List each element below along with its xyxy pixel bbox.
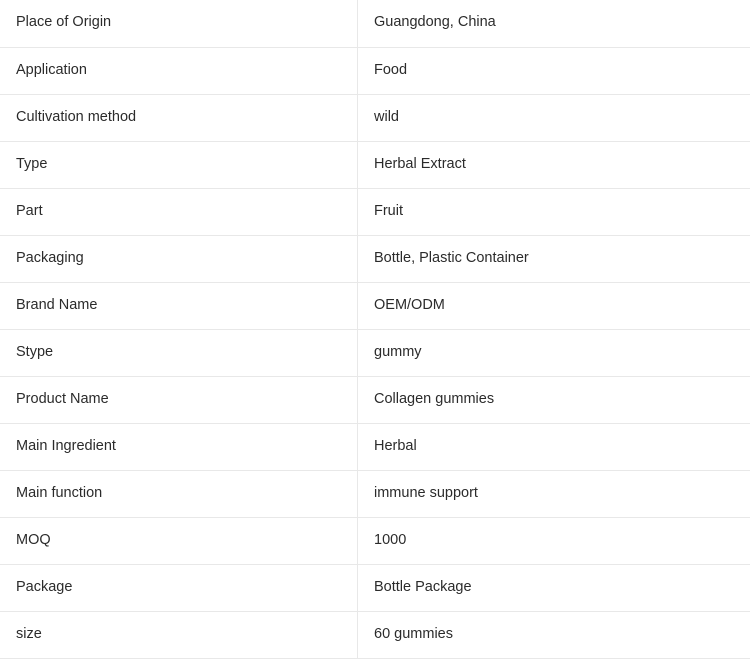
attribute-name: size <box>0 611 358 658</box>
attribute-value: wild <box>358 94 750 141</box>
attribute-name: Place of Origin <box>0 0 358 47</box>
table-row <box>0 564 750 611</box>
table-row <box>0 423 750 470</box>
attribute-name: Type <box>0 141 358 188</box>
attribute-value: immune support <box>358 470 750 517</box>
table-row <box>0 329 750 376</box>
table-row <box>0 188 750 235</box>
attribute-name: Main Ingredient <box>0 423 358 470</box>
attribute-name: Cultivation method <box>0 94 358 141</box>
attribute-value: OEM/ODM <box>358 282 750 329</box>
table-row <box>0 0 750 47</box>
attribute-value: Herbal <box>358 423 750 470</box>
attribute-value: Fruit <box>358 188 750 235</box>
table-row <box>0 470 750 517</box>
attribute-name: Package <box>0 564 358 611</box>
attribute-value: Bottle Package <box>358 564 750 611</box>
table-row <box>0 94 750 141</box>
attribute-value: Collagen gummies <box>358 376 750 423</box>
attribute-name: Application <box>0 47 358 94</box>
attribute-name: MOQ <box>0 517 358 564</box>
attribute-value: 1000 <box>358 517 750 564</box>
attribute-name: Packaging <box>0 235 358 282</box>
attribute-value: 60 gummies <box>358 611 750 658</box>
attribute-name: Product Name <box>0 376 358 423</box>
table-row <box>0 141 750 188</box>
attribute-value: gummy <box>358 329 750 376</box>
table-row <box>0 235 750 282</box>
table-row <box>0 47 750 94</box>
attribute-name: Stype <box>0 329 358 376</box>
attribute-value: Food <box>358 47 750 94</box>
attribute-name: Brand Name <box>0 282 358 329</box>
attribute-value: Guangdong, China <box>358 0 750 47</box>
table-row <box>0 282 750 329</box>
attribute-name: Main function <box>0 470 358 517</box>
table-row <box>0 376 750 423</box>
attribute-value: Bottle, Plastic Container <box>358 235 750 282</box>
table-row <box>0 517 750 564</box>
attribute-value: Herbal Extract <box>358 141 750 188</box>
attribute-name: Part <box>0 188 358 235</box>
table-row <box>0 611 750 658</box>
